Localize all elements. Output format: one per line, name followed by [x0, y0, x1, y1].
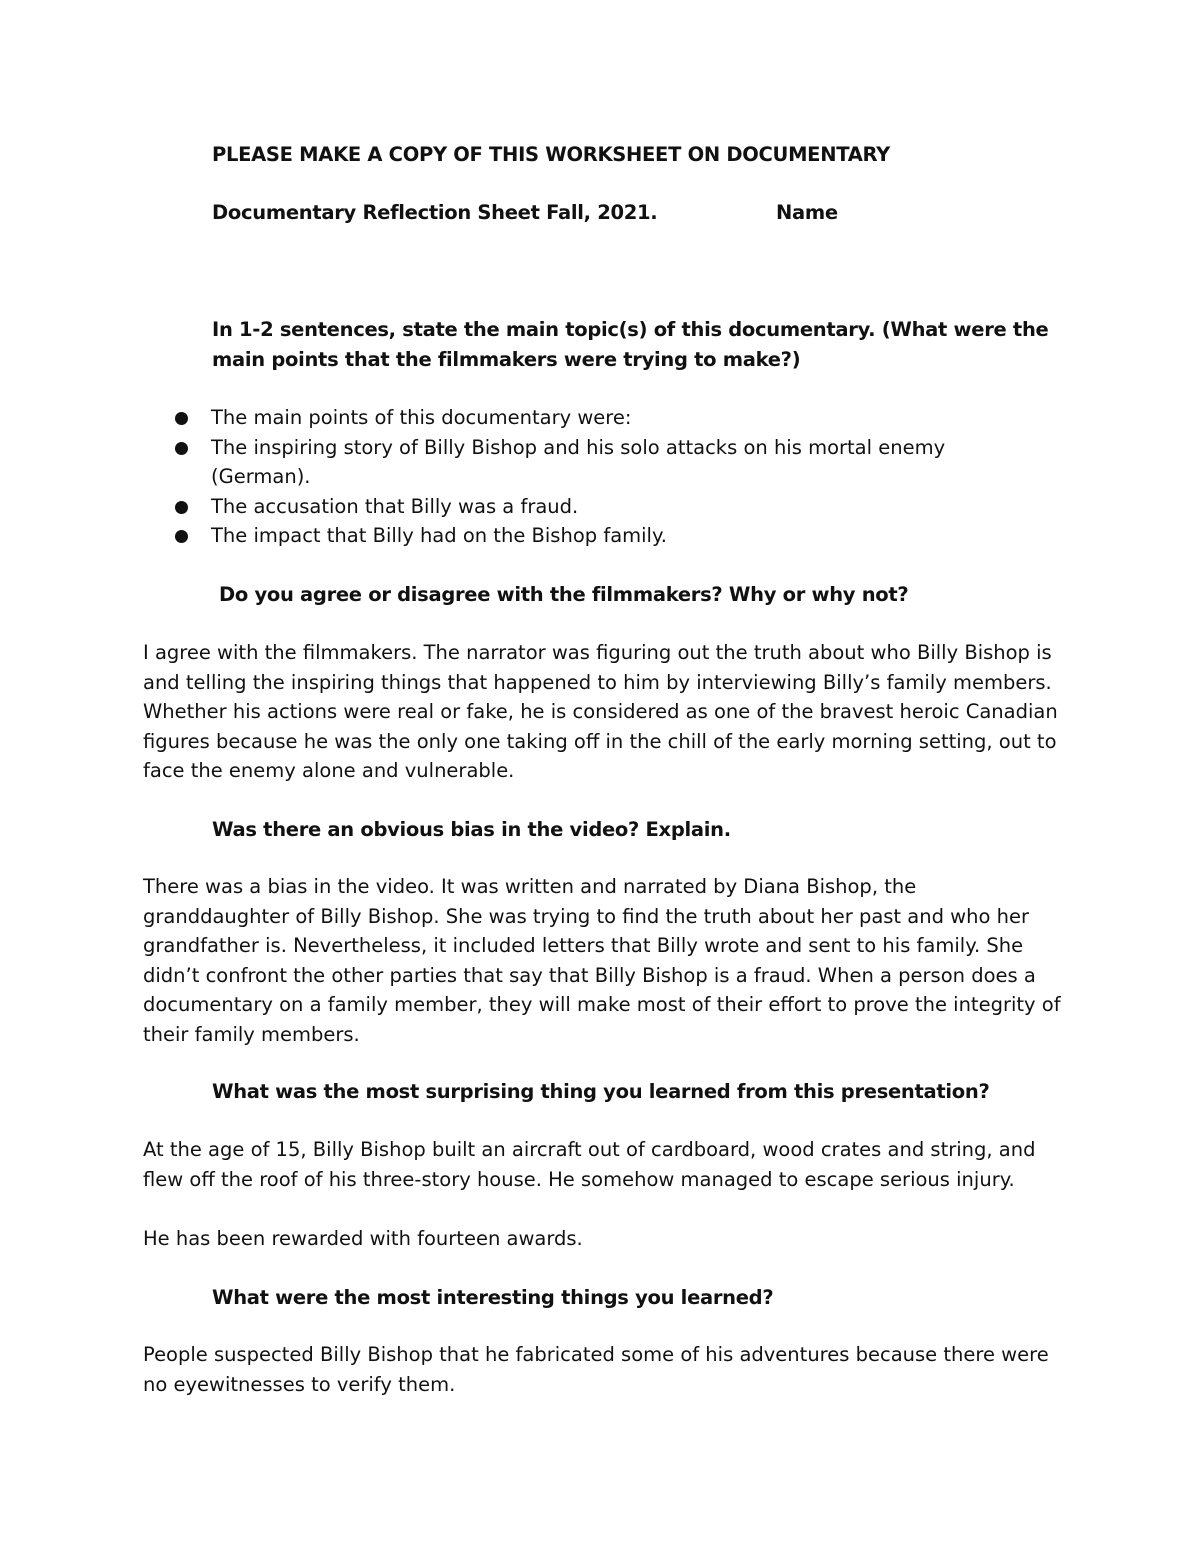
bullet-icon	[175, 501, 188, 514]
list-item: The inspiring story of Billy Bishop and his solo attacks on his mortal enemy (German).	[175, 433, 1011, 492]
question-1-line-2: main points that the filmmakers were trying to make?)	[212, 348, 801, 371]
question-3: Was there an obvious bias in the video? Explain.	[212, 818, 731, 841]
question-4: What was the most surprising thing you learned from this presentation?	[212, 1080, 990, 1103]
answer-5: People suspected Billy Bishop that he fabricated some of his adventures because there were no eyewitnesses to verify them.	[143, 1343, 1049, 1396]
answer-2: I agree with the filmmakers. The narrator was figuring out the truth about who Billy Bishop is and telling the inspiring things that happened to him by interviewing Billy’s family members. Whether his actions were real or fake, he is considered as one of the bravest heroic Canadian figures because he was the only one taking off in the chill of the early morning setting, out to face the enemy alone and vulnerable.	[143, 641, 1058, 782]
list-item: The main points of this documentary were:	[175, 403, 1075, 433]
question-5: What were the most interesting things you learned?	[212, 1286, 774, 1309]
list-item: The accusation that Billy was a fraud.	[175, 492, 1075, 522]
answer-4-awards: He has been rewarded with fourteen awards.	[143, 1227, 583, 1250]
question-2: Do you agree or disagree with the filmmakers? Why or why not?	[219, 583, 909, 606]
answer-3: There was a bias in the video. It was written and narrated by Diana Bishop, the granddaughter of Billy Bishop. She was trying to find the truth about her past and who her grandfather is. Nevertheless, it included letters that Billy wrote and sent to his family. She didn’t confront the other parties that say that Billy Bishop is a fraud. When a person does a documentary on a family member, they will make most of their effort to prove the integrity of their family members.	[143, 875, 1061, 1046]
bullet-icon	[175, 412, 188, 425]
answer-4-paragraph: At the age of 15, Billy Bishop built an aircraft out of cardboard, wood crates and string, and flew off the roof of his three-story house. He somehow managed to escape serious injury.	[143, 1138, 1036, 1191]
bullet-icon	[175, 530, 188, 543]
bullet-icon	[175, 442, 188, 455]
main-points-list	[175, 403, 1075, 551]
sheet-title: Documentary Reflection Sheet Fall, 2021.	[212, 201, 658, 224]
question-1-line-1: In 1-2 sentences, state the main topic(s) of this documentary. (What were the	[212, 318, 1049, 341]
copy-instruction: PLEASE MAKE A COPY OF THIS WORKSHEET ON DOCUMENTARY	[212, 143, 890, 166]
list-item: The impact that Billy had on the Bishop family.	[175, 521, 1075, 551]
name-label: Name	[776, 201, 838, 224]
